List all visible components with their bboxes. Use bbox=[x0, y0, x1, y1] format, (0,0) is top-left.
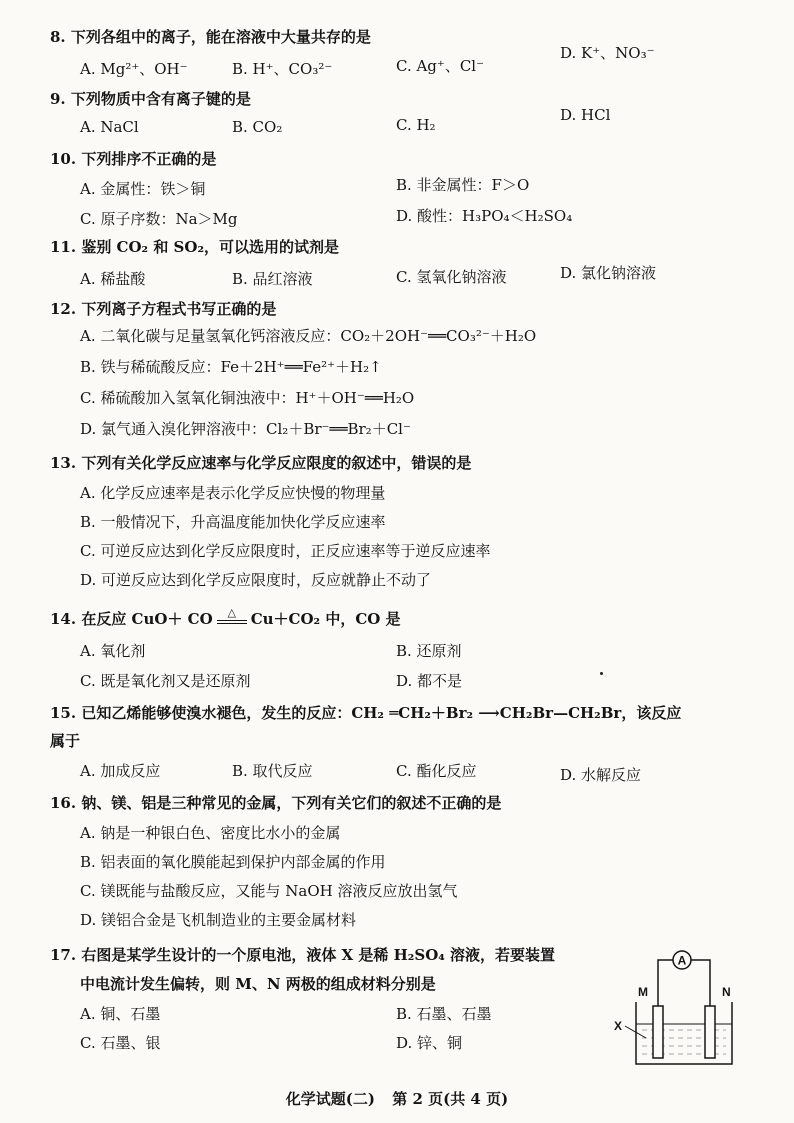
question-8-option-b: B. H⁺、CO₃²⁻ bbox=[232, 60, 333, 78]
question-8-option-c: C. Ag⁺、Cl⁻ bbox=[396, 57, 485, 75]
question-14-stem-pre: 14. 在反应 CuO＋ CO bbox=[50, 610, 213, 628]
question-10-option-d: D. 酸性：H₃PO₄＜H₂SO₄ bbox=[396, 207, 573, 225]
question-11-stem: 11. 鉴别 CO₂ 和 SO₂，可以选用的试剂是 bbox=[50, 238, 340, 256]
question-12-stem: 12. 下列离子方程式书写正确的是 bbox=[50, 300, 277, 318]
question-17-option-b: B. 石墨、石墨 bbox=[396, 1005, 492, 1023]
question-14-option-b: B. 还原剂 bbox=[396, 642, 462, 660]
footer-subject: 化学试题(二) bbox=[285, 1090, 375, 1108]
question-12-option-a: A. 二氧化碳与足量氢氧化钙溶液反应：CO₂＋2OH⁻══CO₃²⁻＋H₂O bbox=[80, 327, 537, 345]
footer-page-number: 第 2 页(共 4 页) bbox=[392, 1090, 509, 1108]
question-9-option-c: C. H₂ bbox=[396, 116, 436, 134]
question-17-option-d: D. 锌、铜 bbox=[396, 1034, 463, 1052]
question-8-option-d: D. K⁺、NO₃⁻ bbox=[560, 44, 655, 62]
question-15-stem-line2: 属于 bbox=[50, 732, 81, 750]
question-16-option-d: D. 镁铝合金是飞机制造业的主要金属材料 bbox=[80, 911, 357, 929]
electrode-m bbox=[653, 1006, 663, 1058]
wire-right bbox=[690, 960, 710, 1010]
heat-symbol: △ bbox=[227, 606, 236, 619]
question-10-option-c: C. 原子序数：Na＞Mg bbox=[80, 210, 238, 228]
question-16-option-b: B. 铝表面的氧化膜能起到保护内部金属的作用 bbox=[80, 853, 386, 871]
galvanic-cell-diagram bbox=[612, 946, 752, 1070]
question-15-option-c: C. 酯化反应 bbox=[396, 762, 477, 780]
question-9-option-d: D. HCl bbox=[560, 106, 611, 124]
question-15-stem: 15. 已知乙烯能够使溴水褪色，发生的反应：CH₂ ═CH₂＋Br₂ ⟶CH₂Br—CH₂Br，该反应 bbox=[50, 704, 682, 722]
question-16-option-a: A. 钠是一种银白色、密度比水小的金属 bbox=[80, 824, 341, 842]
question-10-option-b: B. 非金属性：F＞O bbox=[396, 176, 530, 194]
question-11-option-a: A. 稀盐酸 bbox=[80, 270, 146, 288]
question-17-option-a: A. 铜、石墨 bbox=[80, 1005, 161, 1023]
question-9-option-a: A. NaCl bbox=[80, 118, 139, 136]
question-8-stem: 8. 下列各组中的离子，能在溶液中大量共存的是 bbox=[50, 28, 371, 46]
question-10-stem: 10. 下列排序不正确的是 bbox=[50, 150, 217, 168]
liquid-x-label: X bbox=[614, 1019, 623, 1033]
question-11-option-b: B. 品红溶液 bbox=[232, 270, 313, 288]
question-12-option-d: D. 氯气通入溴化钾溶液中：Cl₂＋Br⁻══Br₂＋Cl⁻ bbox=[80, 420, 411, 438]
question-14-stem-post: Cu＋CO₂ 中，CO 是 bbox=[250, 610, 401, 628]
electrode-m-label: M bbox=[638, 985, 648, 999]
ammeter-label: A bbox=[677, 953, 687, 968]
question-11-option-d: D. 氯化钠溶液 bbox=[560, 264, 657, 282]
question-14-stem bbox=[50, 608, 401, 629]
question-14-option-a: A. 氧化剂 bbox=[80, 642, 146, 660]
question-15-option-b: B. 取代反应 bbox=[232, 762, 313, 780]
question-10-option-a: A. 金属性：铁＞铜 bbox=[80, 180, 206, 198]
question-14-option-c: C. 既是氧化剂又是还原剂 bbox=[80, 672, 251, 690]
question-13-stem: 13. 下列有关化学反应速率与化学反应限度的叙述中，错误的是 bbox=[50, 454, 472, 472]
electrode-n-label: N bbox=[722, 985, 731, 999]
question-17-stem: 17. 右图是某学生设计的一个原电池，液体 X 是稀 H₂SO₄ 溶液，若要装置 bbox=[50, 946, 556, 964]
question-12-option-c: C. 稀硫酸加入氢氧化铜浊液中：H⁺＋OH⁻══H₂O bbox=[80, 389, 415, 407]
page-footer bbox=[0, 1088, 794, 1109]
question-16-option-c: C. 镁既能与盐酸反应，又能与 NaOH 溶液反应放出氢气 bbox=[80, 882, 458, 900]
question-11-option-c: C. 氢氧化钠溶液 bbox=[396, 268, 507, 286]
question-9-option-b: B. CO₂ bbox=[232, 118, 283, 136]
question-15-option-a: A. 加成反应 bbox=[80, 762, 161, 780]
beaker bbox=[636, 1002, 732, 1064]
question-13-option-d: D. 可逆反应达到化学反应限度时，反应就静止不动了 bbox=[80, 571, 432, 589]
question-13-option-a: A. 化学反应速率是表示化学反应快慢的物理量 bbox=[80, 484, 386, 502]
question-8-option-a: A. Mg²⁺、OH⁻ bbox=[80, 60, 188, 78]
wire-left bbox=[658, 960, 674, 1010]
question-13-option-b: B. 一般情况下，升高温度能加快化学反应速率 bbox=[80, 513, 386, 531]
question-15-option-d: D. 水解反应 bbox=[560, 766, 642, 784]
question-17-option-c: C. 石墨、银 bbox=[80, 1034, 161, 1052]
electrode-n bbox=[705, 1006, 715, 1058]
question-13-option-c: C. 可逆反应达到化学反应限度时，正反应速率等于逆反应速率 bbox=[80, 542, 491, 560]
equal-sign bbox=[217, 620, 247, 624]
question-9-stem: 9. 下列物质中含有离子键的是 bbox=[50, 90, 251, 108]
stray-dot bbox=[600, 672, 603, 675]
question-16-stem: 16. 钠、镁、铝是三种常见的金属，下列有关它们的叙述不正确的是 bbox=[50, 794, 502, 812]
question-14-option-d: D. 都不是 bbox=[396, 672, 463, 690]
question-12-option-b: B. 铁与稀硫酸反应：Fe＋2H⁺══Fe²⁺＋H₂↑ bbox=[80, 358, 382, 376]
heat-condition bbox=[217, 606, 247, 624]
question-17-stem-line2: 中电流计发生偏转，则 M、N 两极的组成材料分别是 bbox=[80, 975, 436, 993]
